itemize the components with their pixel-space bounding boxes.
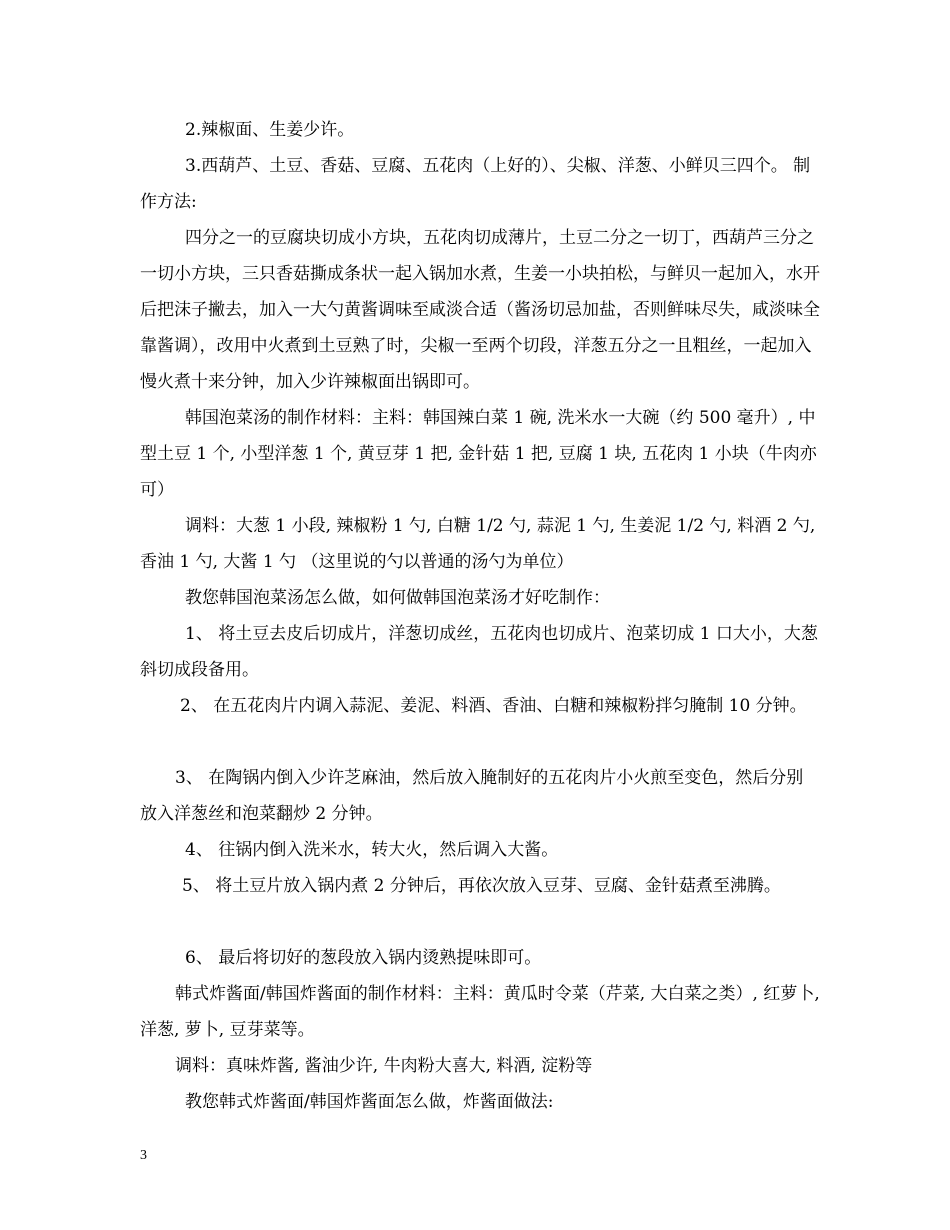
noodle-intro: 教您韩式炸酱面/韩国炸酱面怎么做，炸酱面做法: <box>185 1092 554 1112</box>
noodle-ingredients: 韩式炸酱面/韩国炸酱面的制作材料：主料：黄瓜时令菜（芹菜, 大白菜之类）, 红萝卜, 洋葱, 萝卜, 豆芽菜等。 <box>140 984 820 1040</box>
method-paragraph: 四分之一的豆腐块切成小方块，五花肉切成薄片，土豆二分之一切丁，西葫芦三分之一切小方块，三只香菇撕成条状一起入锅加水煮，生姜一小块拍松，与鲜贝一起加入，水开后把沫子撇去，加入一大勺黄酱调味至咸淡合适（酱汤切忌加盐，否则鲜味尽失，咸淡味全靠酱调），改用中火煮到土豆熟了时，尖椒一至两个切段，洋葱五分之一且粗丝，一起加入慢火煮十来分钟，加入少许辣椒面出锅即可。 <box>140 228 820 392</box>
page-number: 3 <box>140 1148 147 1163</box>
step-1: 1、 将土豆去皮后切成片，洋葱切成丝，五花肉也切成片、泡菜切成 1 口大小，大葱斜切成段备用。 <box>140 624 818 680</box>
step-3: 3、 在陶锅内倒入少许芝麻油，然后放入腌制好的五花肉片小火煎至变色，然后分别放入洋葱丝和泡菜翻炒 2 分钟。 <box>140 768 804 824</box>
kimchi-soup-intro: 教您韩国泡菜汤怎么做，如何做韩国泡菜汤才好吃制作： <box>185 588 610 608</box>
kimchi-soup-seasoning: 调料：大葱 1 小段, 辣椒粉 1 勺, 白糖 1/2 勺, 蒜泥 1 勺, 生姜泥 1/2 勺, 料酒 2 勺, 香油 1 勺, 大酱 1 勺 （这里说的勺以普通的汤勺为单位） <box>140 516 816 572</box>
step-2: 2、 在五花肉片内调入蒜泥、姜泥、料酒、香油、白糖和辣椒粉拌匀腌制 10 分钟。 <box>180 696 807 716</box>
ingredient-line-3: 3.西葫芦、土豆、香菇、豆腐、五花肉（上好的）、尖椒、洋葱、小鲜贝三四个。 制作方法: <box>140 156 811 212</box>
noodle-seasoning: 调料：真味炸酱, 酱油少许, 牛肉粉大喜大, 料酒, 淀粉等 <box>175 1056 593 1076</box>
kimchi-soup-ingredients: 韩国泡菜汤的制作材料：主料：韩国辣白菜 1 碗, 洗米水一大碗（约 500 毫升）, 中型土豆 1 个, 小型洋葱 1 个, 黄豆芽 1 把, 金针菇 1 把, 豆腐 1 块, 五花肉 1 小块（牛肉亦可） <box>140 408 817 500</box>
step-6: 6、 最后将切好的葱段放入锅内烫熟提味即可。 <box>185 948 542 968</box>
ingredient-line-2: 2.辣椒面、生姜少许。 <box>185 120 355 140</box>
step-4: 4、 往锅内倒入洗米水，转大火，然后调入大酱。 <box>185 840 559 860</box>
step-5: 5、 将土豆片放入锅内煮 2 分钟后，再依次放入豆芽、豆腐、金针菇煮至沸腾。 <box>182 876 781 896</box>
